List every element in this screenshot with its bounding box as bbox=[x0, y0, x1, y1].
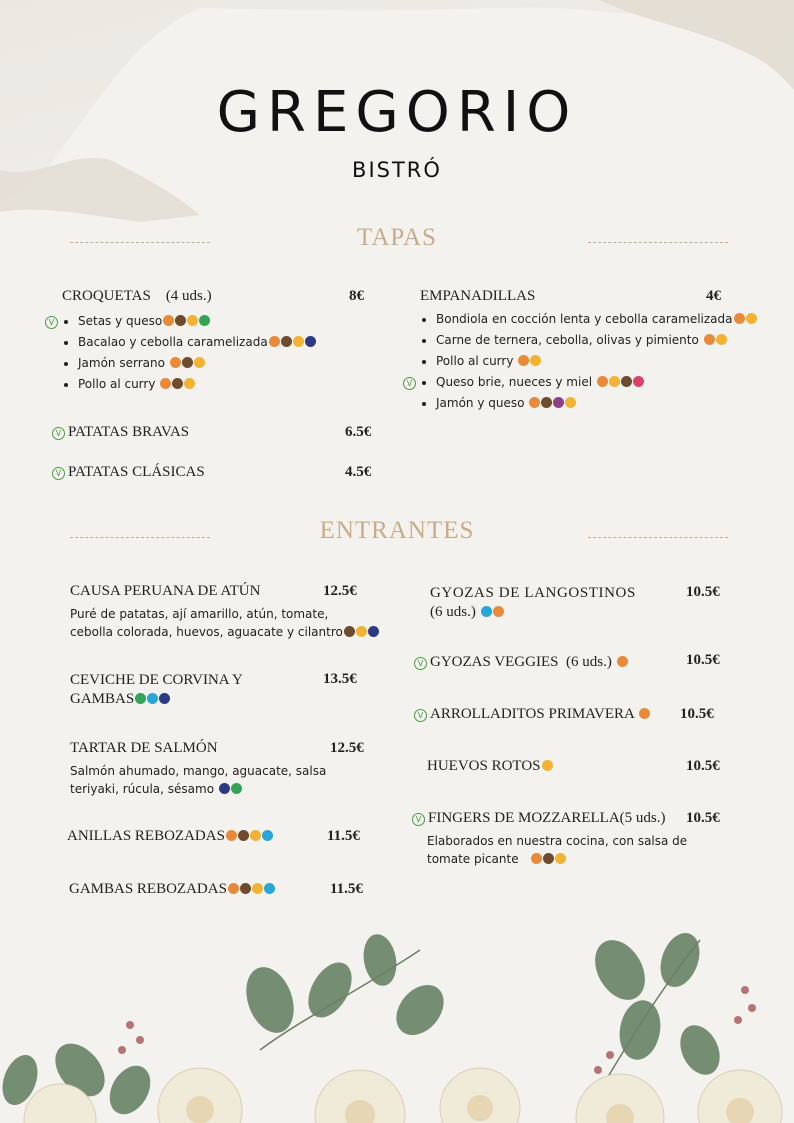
fingers-name bbox=[412, 810, 666, 827]
celery-icon bbox=[135, 693, 146, 704]
tartar-description bbox=[70, 762, 326, 798]
divider-right bbox=[588, 537, 728, 538]
milk-icon bbox=[555, 853, 566, 864]
gluten-icon bbox=[228, 883, 239, 894]
vegetarian-icon: V bbox=[45, 316, 58, 329]
vegetarian-icon: V bbox=[414, 657, 427, 670]
fingers-description bbox=[427, 832, 687, 868]
list-item bbox=[78, 354, 316, 375]
fingers-desc-line-2 bbox=[427, 850, 687, 868]
milk-icon bbox=[250, 830, 261, 841]
gyozas-veggies-price: 10.5€ bbox=[686, 652, 720, 668]
gyozas-langostinos-title: GYOZAS DE LANGOSTINOS bbox=[430, 585, 636, 601]
croquetas-name bbox=[62, 288, 212, 305]
milk-icon bbox=[184, 378, 195, 389]
option-label: Pollo al curry bbox=[436, 354, 514, 368]
gluten-icon bbox=[734, 313, 745, 324]
fingers-price: 10.5€ bbox=[686, 810, 720, 826]
anillas-price: 11.5€ bbox=[327, 828, 360, 844]
crustacean-icon bbox=[147, 693, 158, 704]
gyozas-veggies-title: GYOZAS VEGGIES bbox=[430, 654, 559, 670]
section-title-tapas: TAPAS bbox=[357, 224, 437, 251]
croquetas-qty: (4 uds.) bbox=[165, 288, 212, 304]
patatas-bravas-title: PATATAS BRAVAS bbox=[68, 424, 190, 440]
gluten-icon bbox=[160, 378, 171, 389]
milk-icon bbox=[293, 336, 304, 347]
patatas-bravas-name bbox=[52, 424, 189, 441]
egg-icon bbox=[182, 357, 193, 368]
croquetas-title: CROQUETAS bbox=[62, 288, 151, 304]
causa-name: CAUSA PERUANA DE ATÚN bbox=[70, 583, 261, 599]
tartar-name: TARTAR DE SALMÓN bbox=[70, 740, 218, 756]
soy-icon bbox=[199, 315, 210, 326]
vegetarian-icon: V bbox=[52, 467, 65, 480]
mollusc-icon bbox=[262, 830, 273, 841]
fingers-desc-line: Elaborados en nuestra cocina, con salsa de bbox=[427, 834, 688, 848]
milk-icon bbox=[542, 760, 553, 771]
gyozas-langostinos-qty: (6 uds.) bbox=[430, 604, 476, 620]
egg-icon bbox=[238, 830, 249, 841]
milk-icon bbox=[609, 376, 620, 387]
option-label: Pollo al curry bbox=[78, 377, 156, 391]
tartar-desc-line: Salmón ahumado, mango, aguacate, salsa bbox=[70, 764, 327, 778]
milk-icon bbox=[746, 313, 757, 324]
milk-icon bbox=[194, 357, 205, 368]
egg-icon bbox=[344, 626, 355, 637]
restaurant-name: GREGORIO bbox=[216, 80, 578, 145]
list-item bbox=[436, 373, 757, 394]
sesame-icon bbox=[231, 783, 242, 794]
gluten-icon bbox=[639, 708, 650, 719]
option-label: Queso brie, nueces y miel bbox=[436, 375, 593, 389]
gyozas-veggies-name bbox=[414, 654, 628, 671]
fingers-qty: (5 uds.) bbox=[619, 810, 666, 826]
gyozas-langostinos-qty-line bbox=[430, 603, 636, 622]
milk-icon bbox=[187, 315, 198, 326]
vegetarian-icon: V bbox=[414, 709, 427, 722]
tartar-desc-line-2 bbox=[70, 780, 326, 798]
egg-icon bbox=[172, 378, 183, 389]
gluten-icon bbox=[531, 853, 542, 864]
option-label: Jamón y queso bbox=[436, 396, 525, 410]
milk-icon bbox=[356, 626, 367, 637]
anillas-title: ANILLAS REBOZADAS bbox=[67, 828, 225, 844]
causa-price: 12.5€ bbox=[323, 583, 357, 599]
nuts-icon bbox=[633, 376, 644, 387]
croquetas-price: 8€ bbox=[349, 288, 364, 304]
huevos-title: HUEVOS ROTOS bbox=[427, 758, 541, 774]
gluten-icon bbox=[518, 355, 529, 366]
gyozas-langostinos-price: 10.5€ bbox=[686, 584, 720, 600]
gluten-icon bbox=[493, 606, 504, 617]
huevos-price: 10.5€ bbox=[686, 758, 720, 774]
milk-icon bbox=[716, 334, 727, 345]
vegetarian-icon: V bbox=[412, 813, 425, 826]
gluten-icon bbox=[269, 336, 280, 347]
egg-icon bbox=[543, 853, 554, 864]
ceviche-price: 13.5€ bbox=[323, 671, 357, 687]
gluten-icon bbox=[704, 334, 715, 345]
egg-icon bbox=[240, 883, 251, 894]
fingers-desc-text: tomate picante bbox=[427, 852, 519, 866]
vegetarian-icon: V bbox=[52, 427, 65, 440]
gluten-icon bbox=[163, 315, 174, 326]
causa-desc-line: Puré de patatas, ají amarillo, atún, tomate, bbox=[70, 607, 329, 621]
egg-icon bbox=[281, 336, 292, 347]
gluten-icon bbox=[170, 357, 181, 368]
tartar-desc-text: teriyaki, rúcula, sésamo bbox=[70, 782, 215, 796]
causa-description bbox=[70, 605, 379, 641]
fish-icon bbox=[159, 693, 170, 704]
option-label: Bacalao y cebolla caramelizada bbox=[78, 335, 268, 349]
patatas-clasicas-price: 4.5€ bbox=[345, 464, 372, 480]
arrolladitos-title: ARROLLADITOS PRIMAVERA bbox=[430, 706, 635, 722]
fingers-title: FINGERS DE MOZZARELLA bbox=[428, 810, 620, 826]
crustacean-icon bbox=[264, 883, 275, 894]
gluten-icon bbox=[617, 656, 628, 667]
gluten-icon bbox=[597, 376, 608, 387]
causa-desc-text: cebolla colorada, huevos, aguacate y cilantro bbox=[70, 625, 343, 639]
arrolladitos-name bbox=[414, 706, 650, 723]
option-label: Carne de ternera, cebolla, olivas y pimiento bbox=[436, 333, 699, 347]
ceviche-title-text: GAMBAS bbox=[70, 691, 135, 707]
milk-icon bbox=[565, 397, 576, 408]
floral-decoration bbox=[0, 930, 794, 1123]
patatas-clasicas-name bbox=[52, 464, 205, 481]
ceviche-name bbox=[70, 671, 243, 709]
option-label: Jamón serrano bbox=[78, 356, 165, 370]
gambas-name bbox=[69, 881, 275, 898]
section-title-entrantes: ENTRANTES bbox=[319, 517, 475, 544]
crustacean-icon bbox=[481, 606, 492, 617]
list-item bbox=[436, 310, 757, 331]
causa-desc-line-2 bbox=[70, 623, 379, 641]
list-item bbox=[436, 331, 757, 352]
gyozas-langostinos-name bbox=[430, 584, 636, 622]
empanadillas-name: EMPANADILLAS bbox=[420, 288, 536, 304]
option-label: Setas y queso bbox=[78, 314, 163, 328]
fish-icon bbox=[305, 336, 316, 347]
sulphites-icon bbox=[553, 397, 564, 408]
gambas-title: GAMBAS REBOZADAS bbox=[69, 881, 227, 897]
patatas-bravas-price: 6.5€ bbox=[345, 424, 372, 440]
fish-icon bbox=[368, 626, 379, 637]
egg-icon bbox=[541, 397, 552, 408]
empanadillas-price: 4€ bbox=[706, 288, 721, 304]
gluten-icon bbox=[226, 830, 237, 841]
egg-icon bbox=[175, 315, 186, 326]
egg-icon bbox=[621, 376, 632, 387]
empanadillas-options bbox=[420, 310, 757, 415]
ceviche-title-2 bbox=[70, 690, 243, 709]
patatas-clasicas-title: PATATAS CLÁSICAS bbox=[68, 464, 205, 480]
ceviche-title: CEVICHE DE CORVINA Y bbox=[70, 672, 243, 688]
divider-right bbox=[588, 242, 728, 243]
list-item bbox=[78, 375, 316, 396]
gluten-icon bbox=[529, 397, 540, 408]
tartar-price: 12.5€ bbox=[330, 740, 364, 756]
list-item bbox=[78, 333, 316, 354]
list-item bbox=[78, 312, 316, 333]
arrolladitos-price: 10.5€ bbox=[680, 706, 714, 722]
option-label: Bondiola en cocción lenta y cebolla caramelizada bbox=[436, 312, 733, 326]
fish-icon bbox=[219, 783, 230, 794]
list-item bbox=[436, 352, 757, 373]
gambas-price: 11.5€ bbox=[330, 881, 363, 897]
milk-icon bbox=[252, 883, 263, 894]
list-item bbox=[436, 394, 757, 415]
gyozas-veggies-qty: (6 uds.) bbox=[565, 654, 612, 670]
anillas-name bbox=[67, 828, 273, 845]
vegetarian-icon: V bbox=[403, 377, 416, 390]
huevos-name bbox=[427, 758, 553, 775]
croquetas-options bbox=[62, 312, 316, 396]
restaurant-subtitle: BISTRÓ bbox=[352, 158, 442, 182]
milk-icon bbox=[530, 355, 541, 366]
